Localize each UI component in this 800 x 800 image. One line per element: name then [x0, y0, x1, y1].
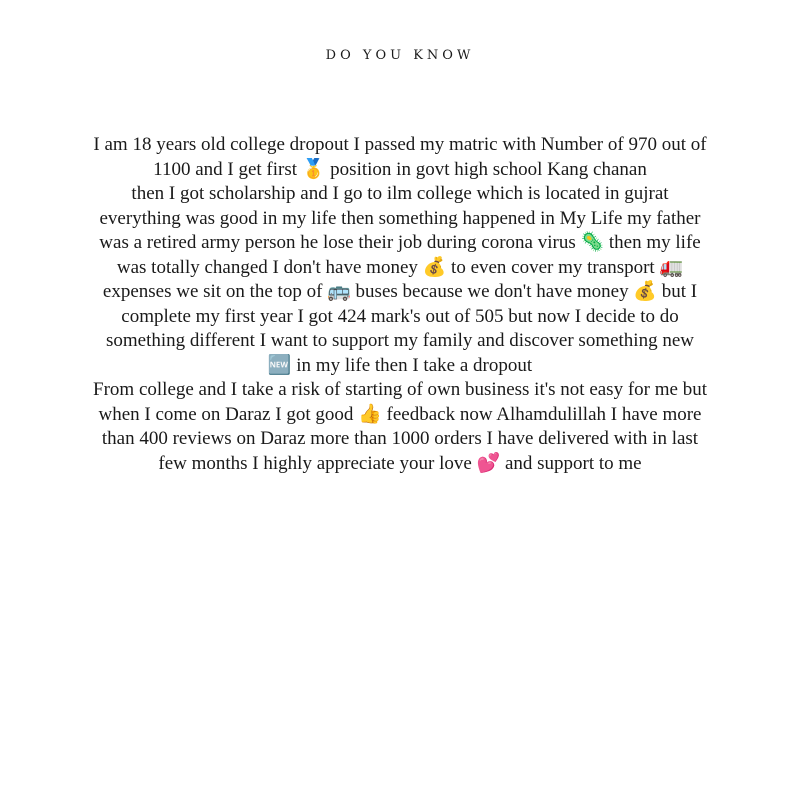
post-heading: DO YOU KNOW [325, 48, 475, 63]
story-text: I am 18 years old college dropout I passed my matric with Number of 970 out of 1100 and I get first 🥇 position in govt high school Kang chanan then I got scholarship and I go to ilm college which is located in gujrat everything was good in my life then something happened in My Life my father was a retired army person he lose their job during corona virus 🦠 then my life was totally changed I don't have money 💰 to even cover my transport 🚛 expenses we sit on the top of 🚌 buses because we don't have money 💰 but I complete my first year I got 424 mark's out of 505 but now I decide to do something different I want to support my family and discover something new 🆕 in my life then I take a dropout From college and I take a risk of starting of own business it's not easy for me but when I come on Daraz I got good 👍 feedback now Alhamdulillah I have more than 400 reviews on Daraz more than 1000 orders I have delivered with in last few months I highly appreciate your love 💕 and support to me [93, 134, 707, 474]
